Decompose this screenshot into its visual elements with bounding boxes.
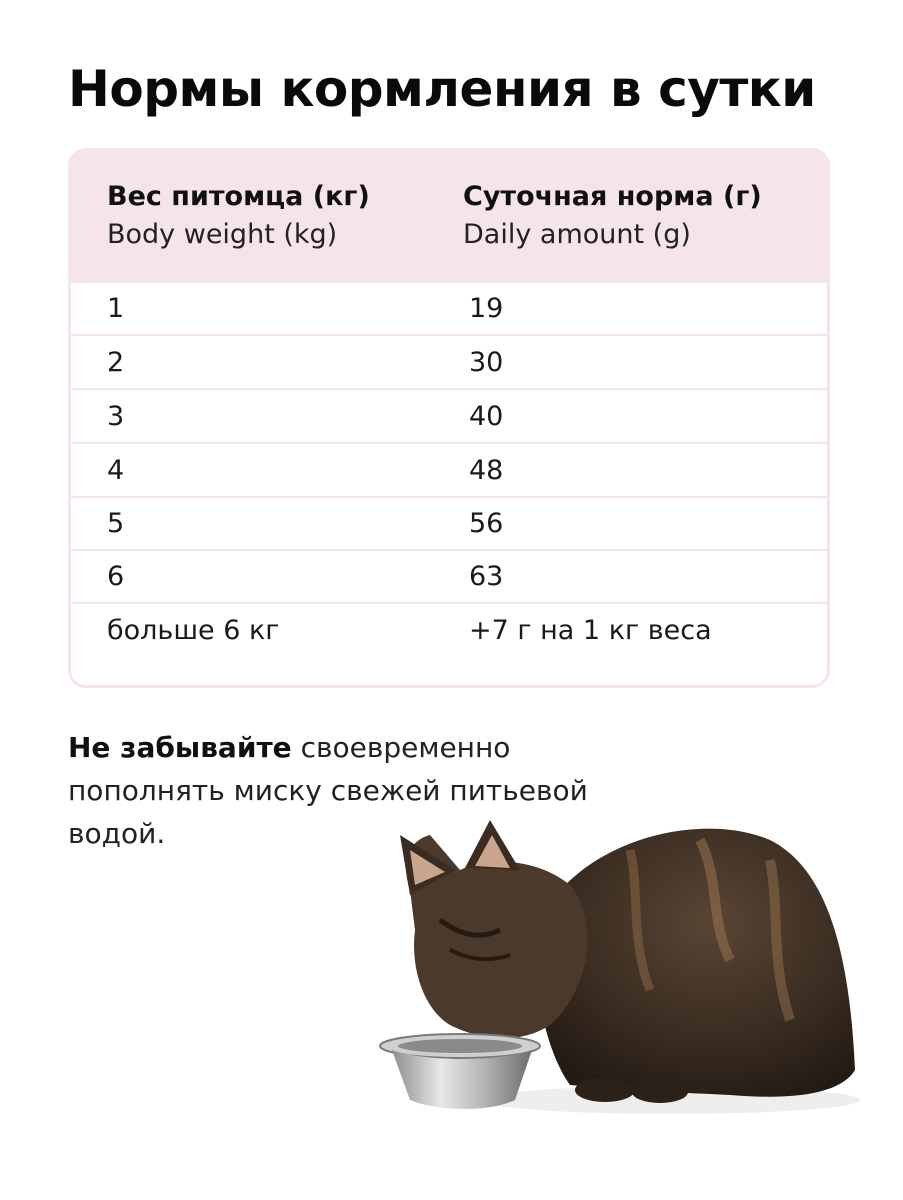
- weight-cell: 2: [107, 347, 125, 378]
- water-reminder-bold: Не забывайте: [68, 731, 292, 764]
- table-row: [71, 445, 827, 498]
- table-row: [71, 391, 827, 444]
- cat-eating-image: [370, 800, 870, 1130]
- amount-cell: 48: [469, 455, 504, 486]
- header-amount: [463, 179, 762, 255]
- table-row: [71, 337, 827, 390]
- header-weight-en: Body weight (kg): [107, 219, 338, 250]
- amount-cell: +7 г на 1 кг веса: [469, 615, 712, 646]
- table-row: [71, 605, 827, 658]
- amount-cell: 19: [469, 293, 504, 324]
- weight-cell: 6: [107, 561, 125, 592]
- weight-cell: 1: [107, 293, 125, 324]
- table-row: [71, 498, 827, 551]
- header-amount-en: Daily amount (g): [463, 219, 691, 250]
- table-row: [71, 283, 827, 336]
- cat-illustration: [370, 800, 870, 1130]
- header-weight: [107, 179, 370, 255]
- weight-cell: 3: [107, 401, 125, 432]
- weight-cell: больше 6 кг: [107, 615, 280, 646]
- weight-cell: 4: [107, 455, 125, 486]
- amount-cell: 63: [469, 561, 504, 592]
- table-row: [71, 551, 827, 604]
- water-reminder-text: своевременно пополнять миску свежей питьевой водой.: [68, 731, 588, 850]
- header-amount-ru: Суточная норма (г): [463, 181, 762, 212]
- header-weight-ru: Вес питомца (кг): [107, 181, 370, 212]
- amount-cell: 30: [469, 347, 504, 378]
- amount-cell: 56: [469, 508, 504, 539]
- table-header: [71, 151, 827, 283]
- amount-cell: 40: [469, 401, 504, 432]
- weight-cell: 5: [107, 508, 125, 539]
- feeding-table: [68, 148, 830, 688]
- page-title: Нормы кормления в сутки: [68, 60, 816, 118]
